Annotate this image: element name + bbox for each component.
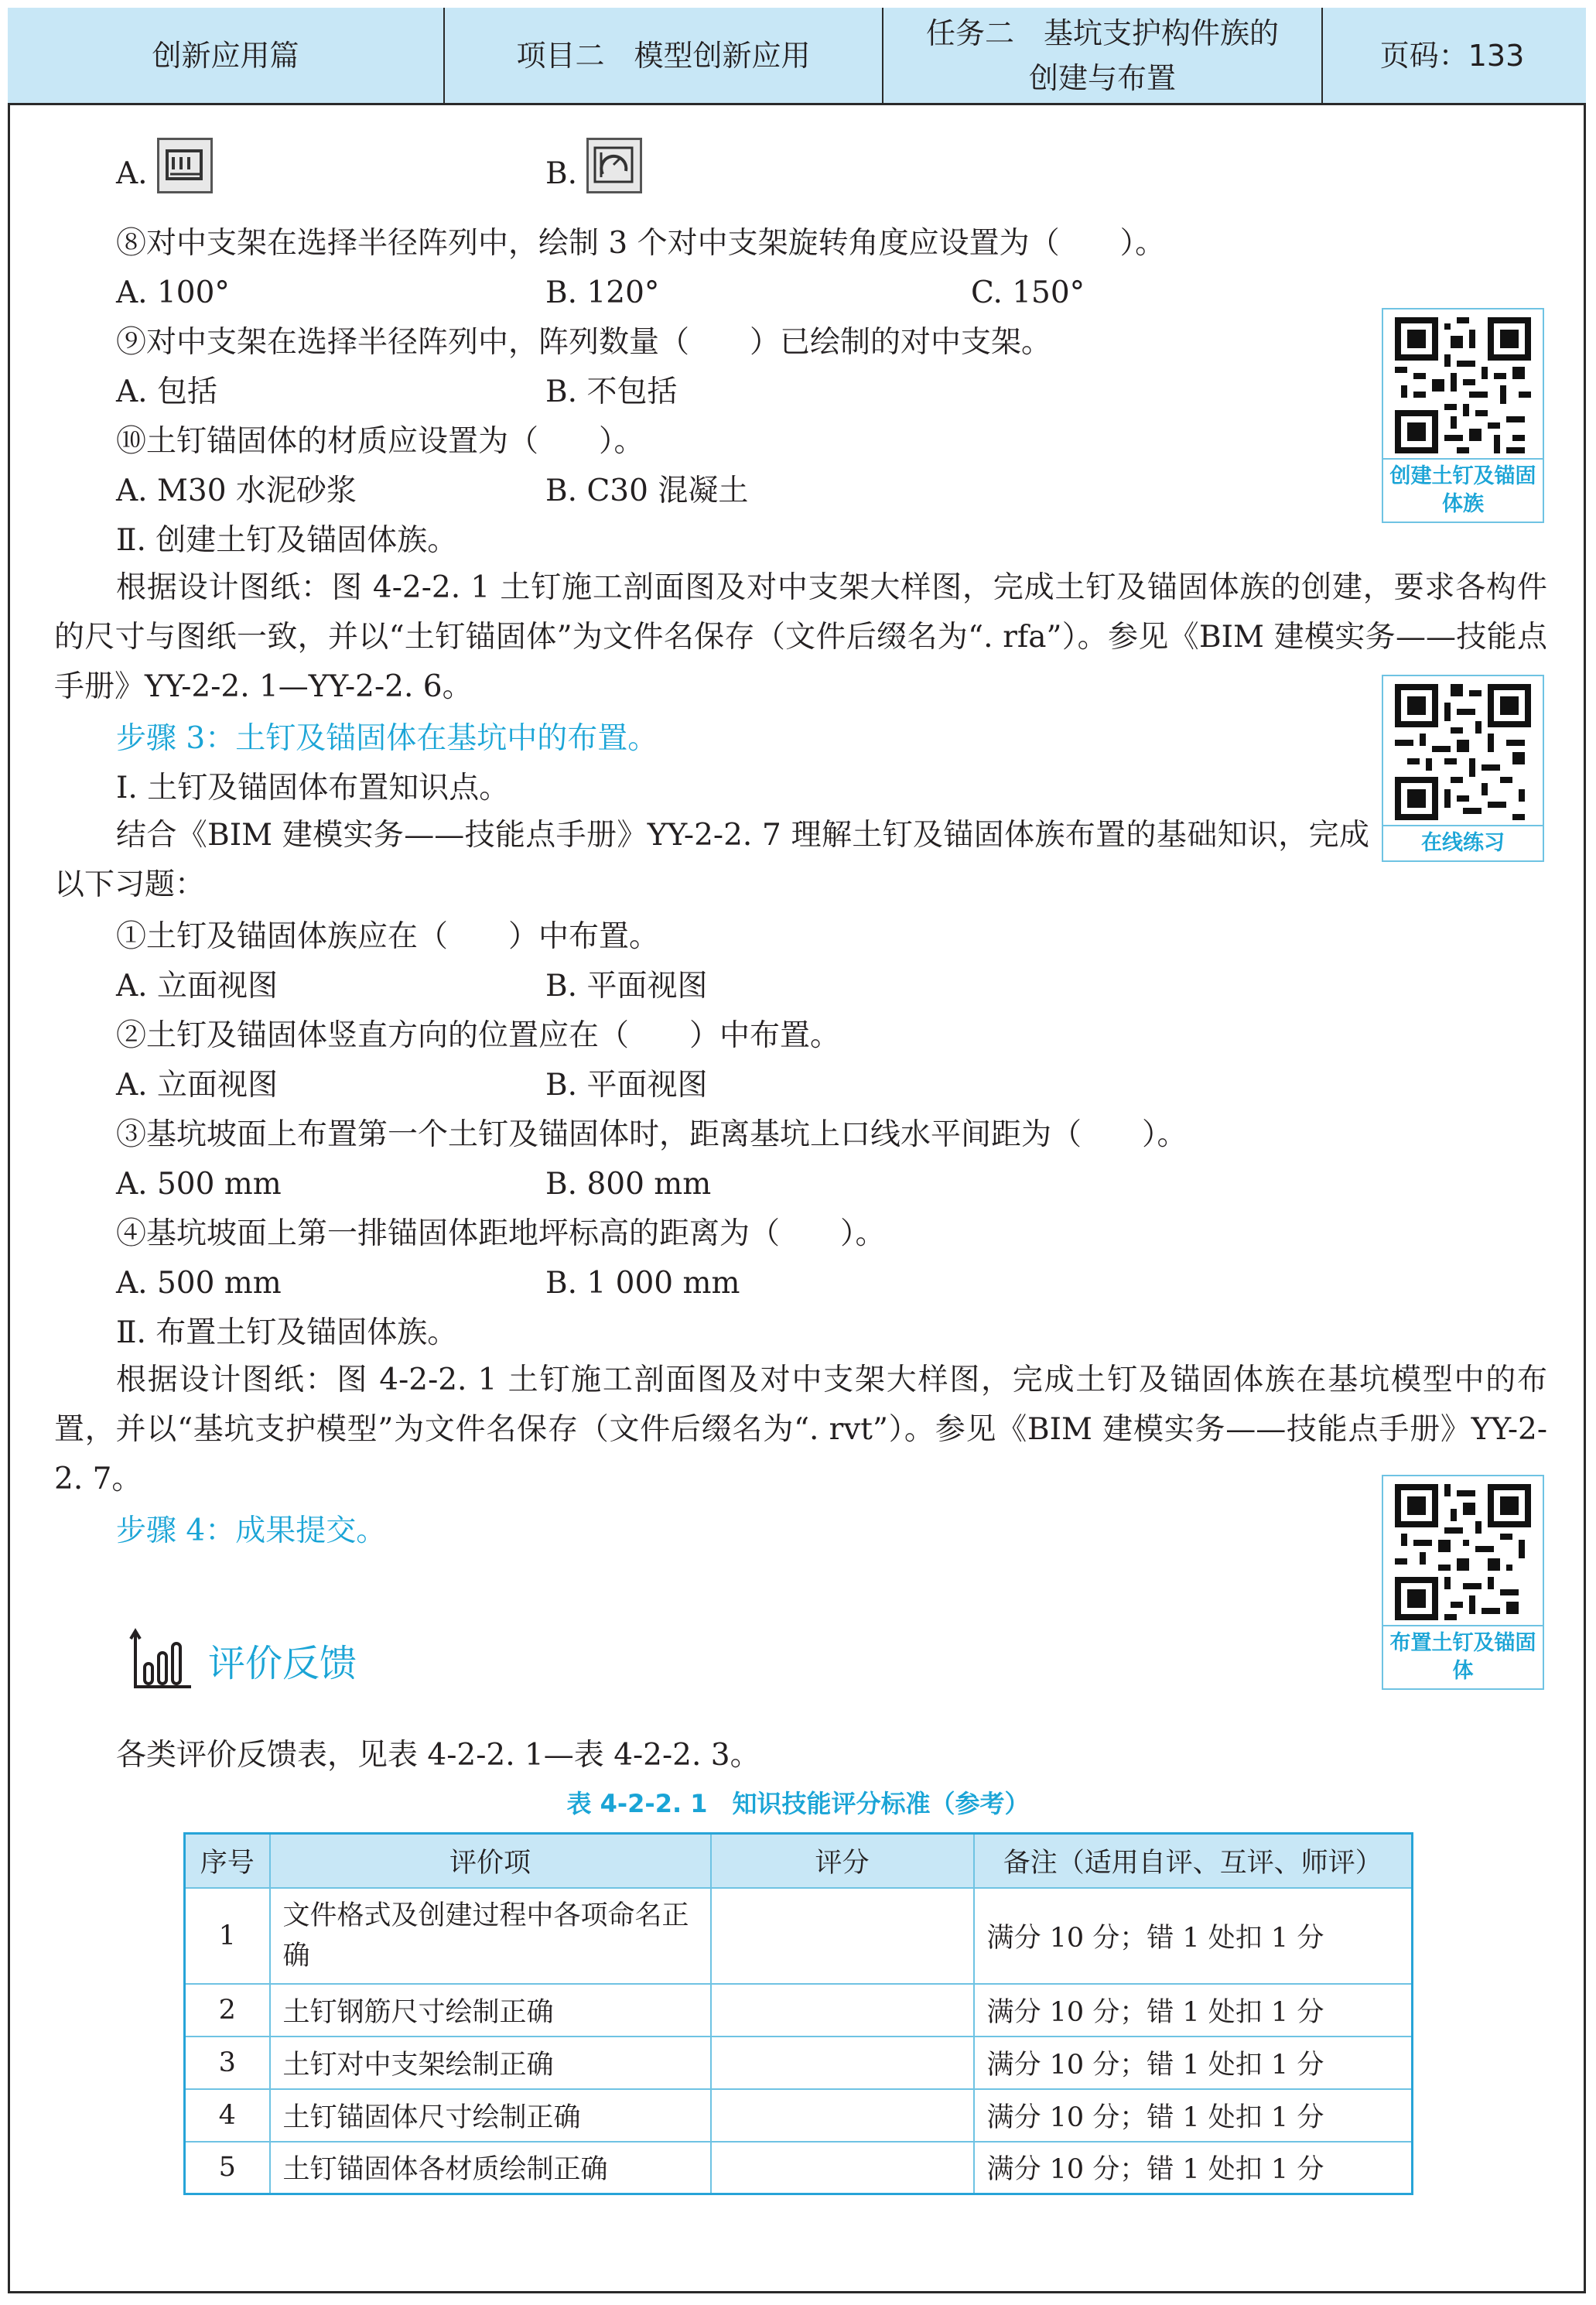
row-note: 满分 10 分；错 1 处扣 1 分 [974, 1888, 1413, 1984]
q7-option-b-label: B. [545, 156, 578, 191]
eval-title: 评价反馈 [208, 1641, 357, 1685]
header-no: 序号 [185, 1834, 270, 1888]
row-note: 满分 10 分；错 1 处扣 1 分 [974, 2142, 1413, 2194]
table-row [185, 1984, 1413, 2037]
header-score: 评分 [711, 1834, 974, 1888]
row-score[interactable] [711, 2142, 974, 2194]
row-note: 满分 10 分；错 1 处扣 1 分 [974, 2037, 1413, 2089]
s3-option-a: A. 500 mm [116, 1167, 282, 1202]
q7-option-a-label: A. [116, 156, 148, 191]
header-task-line2: 创建与布置 [1028, 60, 1176, 95]
row-score[interactable] [711, 2037, 974, 2089]
s4-option-a: A. 500 mm [116, 1266, 282, 1301]
q7-option-a [116, 138, 213, 193]
row-score[interactable] [711, 1888, 974, 1984]
qr-label-layout: 布置土钉及锚固体 [1383, 1625, 1543, 1688]
row-no: 2 [185, 1984, 270, 2037]
q9-option-a: A. 包括 [116, 374, 217, 409]
q10-text: ⑩土钉锚固体的材质应设置为（ ）。 [116, 424, 644, 459]
s3-option-b: B. 800 mm [545, 1167, 712, 1202]
row-no: 3 [185, 2037, 270, 2089]
row-note: 满分 10 分；错 1 处扣 1 分 [974, 1984, 1413, 2037]
qr-label-create: 创建土钉及锚固体族 [1383, 458, 1543, 522]
step3-part1-title: Ⅰ. 土钉及锚固体布置知识点。 [116, 771, 510, 805]
row-item: 土钉对中支架绘制正确 [270, 2037, 711, 2089]
qr-code-icon [1395, 317, 1531, 453]
q10-option-a: A. M30 水泥砂浆 [116, 474, 357, 508]
eval-intro: 各类评价反馈表，见表 4-2-2. 1—表 4-2-2. 3。 [116, 1738, 760, 1773]
table-caption: 表 4-2-2. 1 知识技能评分标准（参考） [566, 1789, 1030, 1818]
header-section: 创新应用篇 [8, 8, 445, 103]
s2-text: ②土钉及锚固体竖直方向的位置应在（ ）中布置。 [116, 1018, 841, 1053]
table-row [185, 2142, 1413, 2194]
q8-option-a: A. 100° [116, 275, 230, 310]
step3-title: 步骤 3：土钉及锚固体在基坑中的布置。 [116, 721, 658, 756]
q8-option-c: C. 150° [971, 275, 1085, 310]
step3-paragraph: 结合《BIM 建模实务——技能点手册》YY-2-2. 7 理解土钉及锚固体族布置的基础知识，完成以下习题： [54, 818, 1369, 902]
row-item: 土钉锚固体各材质绘制正确 [270, 2142, 711, 2194]
header-task-line1: 任务二 基坑支护构件族的 [925, 15, 1279, 50]
step3-part2-title: Ⅱ. 布置土钉及锚固体族。 [116, 1315, 458, 1350]
header-note: 备注（适用自评、互评、师评） [974, 1834, 1413, 1888]
s2-option-a: A. 立面视图 [116, 1068, 278, 1103]
page-header [8, 8, 1586, 105]
s2-option-b: B. 平面视图 [545, 1068, 708, 1103]
part2-paragraph: 根据设计图纸：图 4-2-2. 1 土钉施工剖面图及对中支架大样图，完成土钉及锚固体族的创建，要求各构件的尺寸与图纸一致，并以“土钉锚固体”为文件名保存（文件后缀名为“. rfa”）。参见《BIM 建模实务——技能点手册》YY-2-2. 1—YY-2-2. 6。 [54, 570, 1547, 704]
q8-option-b: B. 120° [545, 275, 660, 310]
table-row [185, 2089, 1413, 2142]
q8-text: ⑧对中支架在选择半径阵列中，绘制 3 个对中支架旋转角度应设置为（ ）。 [116, 226, 1166, 261]
s3-text: ③基坑坡面上布置第一个土钉及锚固体时，距离基坑上口线水平间距为（ ）。 [116, 1117, 1188, 1152]
row-score[interactable] [711, 1984, 974, 2037]
row-no: 5 [185, 2142, 270, 2194]
header-project: 项目二 模型创新应用 [445, 8, 883, 103]
s1-text: ①土钉及锚固体族应在（ ）中布置。 [116, 919, 660, 954]
q10-option-b: B. C30 混凝土 [545, 474, 749, 508]
row-item: 土钉钢筋尺寸绘制正确 [270, 1984, 711, 2037]
qr-label-practice: 在线练习 [1383, 825, 1543, 860]
row-no: 4 [185, 2089, 270, 2142]
row-no: 1 [185, 1888, 270, 1984]
step4-title: 步骤 4：成果提交。 [116, 1513, 387, 1548]
s4-option-b: B. 1 000 mm [545, 1266, 740, 1301]
qr-code-icon [1395, 1484, 1531, 1620]
array-radial-icon [586, 138, 642, 193]
header-page-number: 页码：133 [1379, 38, 1525, 73]
qr-card-create[interactable] [1382, 308, 1544, 523]
s1-option-a: A. 立面视图 [116, 969, 278, 1004]
row-item: 文件格式及创建过程中各项命名正确 [270, 1888, 711, 1984]
header-item: 评价项 [270, 1834, 711, 1888]
header-task [883, 8, 1323, 103]
eval-heading [128, 1626, 357, 1693]
row-note: 满分 10 分；错 1 处扣 1 分 [974, 2089, 1413, 2142]
step3-part2-paragraph: 根据设计图纸：图 4-2-2. 1 土钉施工剖面图及对中支架大样图，完成土钉及锚固体族在基坑模型中的布置，并以“基坑支护模型”为文件名保存（文件后缀名为“. rvt”）。参见《BIM 建模实务——技能点手册》YY-2-2. 7。 [54, 1363, 1547, 1496]
bar-chart-icon [128, 1626, 194, 1693]
qr-code-icon [1395, 684, 1531, 820]
q7-option-b [545, 138, 642, 193]
table-row [185, 1888, 1413, 1984]
table-row [185, 2037, 1413, 2089]
q9-option-b: B. 不包括 [545, 374, 678, 409]
row-item: 土钉锚固体尺寸绘制正确 [270, 2089, 711, 2142]
qr-card-practice[interactable] [1382, 675, 1544, 862]
table-header-row [185, 1834, 1413, 1888]
part2-title: Ⅱ. 创建土钉及锚固体族。 [116, 523, 458, 558]
q9-text: ⑨对中支架在选择半径阵列中，阵列数量（ ）已绘制的对中支架。 [116, 325, 1052, 360]
row-score[interactable] [711, 2089, 974, 2142]
array-linear-icon [157, 138, 213, 193]
s1-option-b: B. 平面视图 [545, 969, 708, 1004]
s4-text: ④基坑坡面上第一排锚固体距地坪标高的距离为（ ）。 [116, 1216, 886, 1251]
score-table [183, 1832, 1413, 2195]
qr-card-layout[interactable] [1382, 1475, 1544, 1690]
